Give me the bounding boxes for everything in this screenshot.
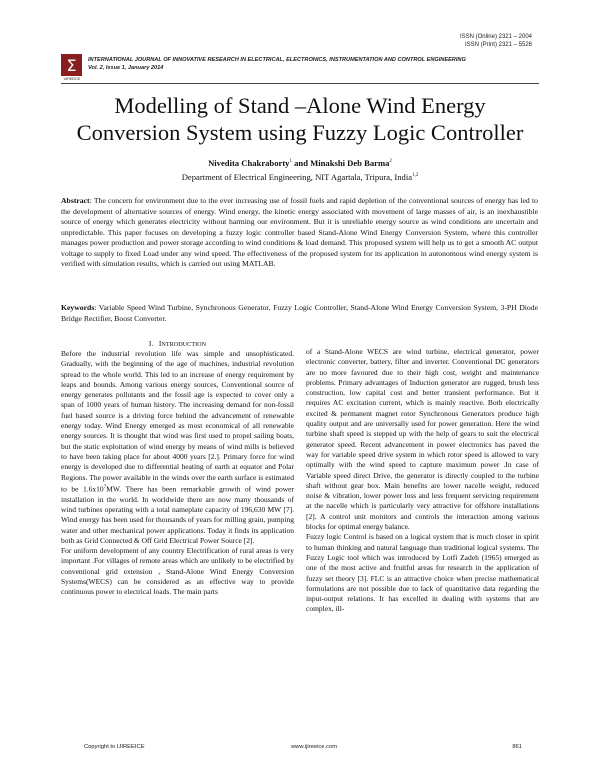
keywords-text: : Variable Speed Wind Turbine, Synchronous Generator, Fuzzy Logic Controller, Stand-Alone Wind Energy Conversion System, 3-PH Diode Bridge Rectifier, Boost Converter. bbox=[61, 303, 538, 323]
journal-volume: Vol. 2, Issue 1, January 2014 bbox=[88, 65, 164, 71]
left-p1a: Before the industrial revolution life was simple and unsophisticated. Gradually, with the beginning of the age of machines, industrial revolution spread to the whole world. This led to an increase of energy requirement by leaps and bounds. Among various energy sources, Conventional source of energy generates pollutants and the fossil age is expected to cover only a span of 1000 years of human history. The increasing demand for non-fossil fuel based source is a driving force behind the advancement of renewable energy today. Wind Energy emerged as most economical of all renewable energy sources. It is thought that wind was first used to propel sailing boats, but the static exploitation of wind energy by means of wind mills is believed to have been taking place for about 4000 years [2.]. Primary force for wind energy is developed due to differential heating of earth at equator and Polar Regions. The power available in the winds over the earth surface is estimated to be 1.6x10 bbox=[61, 349, 294, 494]
author-2-sup: 2 bbox=[389, 159, 392, 165]
author-1-sup: 1 bbox=[289, 159, 292, 165]
logo-caption: IJIREEICE bbox=[63, 77, 81, 81]
paper-title bbox=[61, 92, 539, 146]
issn-block bbox=[460, 34, 532, 49]
keywords bbox=[61, 303, 538, 324]
section-heading bbox=[61, 339, 294, 348]
abstract bbox=[61, 196, 538, 270]
footer-website[interactable]: www.ijireeice.com bbox=[291, 744, 338, 750]
abstract-text: : The concern for environment due to the ever increasing use of fossil fuels and rapid depletion of the conventional sources of energy has led to the development of alternative sources of energy. Wind energy, the kinetic energy associated with movement of large masses of air, is an inexhaustible source of energy which generates electricity without harming our environment. But it is unreliable energy source as wind conditions are uncertain and unpredictable. This paper focuses on developing a fuzzy logic controller based Stand-Alone Wind Energy Conversion System, where this controller manages power production and power storage according to wind conditions & load demand. This proposed system will help us to get a smooth AC output voltage to supply to fixed Load under any wind speed. The effectiveness of the proposed system for its application in autonomous wind energy system is verified with simulation results, which is carried out using MATLAB. bbox=[61, 196, 538, 268]
author-and: and bbox=[291, 158, 311, 168]
section-title-rest: NTRODUCTION bbox=[161, 341, 207, 348]
header-rule bbox=[61, 83, 539, 84]
journal-name: INTERNATIONAL JOURNAL OF INNOVATIVE RESEARCH IN ELECTRICAL, ELECTRONICS, INSTRUMENTATION AND CONTROL ENGINEERING bbox=[88, 57, 466, 63]
footer-copyright: Copyright to IJIREEICE bbox=[84, 744, 145, 750]
title-line-2: Conversion System using Fuzzy Logic Controller bbox=[76, 120, 524, 145]
right-column bbox=[306, 347, 539, 615]
department: Department of Electrical Engineering, NIT Agartala, Tripura, India bbox=[181, 172, 413, 182]
section-number: I. bbox=[148, 339, 154, 348]
abstract-label: Abstract bbox=[61, 196, 90, 205]
title-line-1: Modelling of Stand –Alone Wind Energy bbox=[114, 93, 486, 118]
issn-print: ISSN (Print) 2321 – 5526 bbox=[464, 41, 532, 48]
affiliation bbox=[61, 172, 539, 182]
author-2: Minakshi Deb Barma bbox=[310, 158, 390, 168]
keywords-label: Keywords bbox=[61, 303, 95, 312]
left-column bbox=[61, 349, 294, 598]
right-paragraph-2: Fuzzy logic Control is based on a logical system that is much closer in spirit to human thinking and natural language than traditional logical systems. The Fuzzy Logic tool which was introduced by Lotfi Zadeh (1965) emerged as one of the most active and fruitful areas for research in the application of fuzzy set theory [3]. FLC is an attractive choice when precise mathematical formulations are not possible due to lack of quantitative data regarding the input-output relations. It has excelled in dealing with systems that are complex, ill- bbox=[306, 532, 539, 614]
journal-header bbox=[88, 56, 538, 72]
left-paragraph-1 bbox=[61, 349, 294, 546]
right-paragraph-1: of a Stand-Alone WECS are wind turbine, electrical generator, power electronic converter, battery, filter and inverter. Conventional DC generators are no more favoured due to their high cost, weight and maintenance problems. Primary advantages of Induction generator are rugged, brush less construction, low capital cost and better transient performance. But it requires AC excitation current, which is mainly reactive. Both electrically excited & permanent magnet rotor Synchronous Generators produce high quality output and are universally used for power generation. Here the wind turbine shaft speed is stepped up with the help of gears to suit the electrical generator speed. Recent advancement in power electronics has paved the way for variable speed drive system in which rotor speed is allowed to vary optimally with the wind speed to capture maximum power .In case of Variable speed direct Drive, the generator is directly coupled to the turbine shaft without gear box. Main benefits are lower nacelle weight, reduced noise & vibration, lower power loss and less frequent servicing requirement at the nacelle which is particularly very attractive for offshore installations [2]. A control unit monitors and controls the interaction among various blocks for optimal energy balance. bbox=[306, 347, 539, 532]
left-p1-sup: 7 bbox=[103, 484, 107, 490]
author-1: Nivedita Chakraborty bbox=[208, 158, 290, 168]
footer-page-number: 861 bbox=[512, 744, 522, 750]
issn-online: ISSN (Online) 2321 – 2004 bbox=[459, 34, 532, 40]
department-sup: 1,2 bbox=[412, 173, 419, 179]
journal-logo-icon: Σ bbox=[61, 54, 82, 76]
left-p1b: MW. There has been remarkable growth of wind power installation in the world. In worldwide there are now many thousands of wind turbines operating with a total nameplate capacity of 196,630 MW [7]. Wind energy has been used for thousands of years for milling grain, pumping water and other mechanical power applications. Today it finds its application both as Grid Connected & Off Grid Electrical Power Source [2]. bbox=[61, 484, 294, 545]
authors bbox=[61, 158, 539, 168]
section-title-first: I bbox=[158, 339, 162, 348]
left-paragraph-2: For uniform development of any country Electrification of rural areas is very important .For villages of remote areas which are unlikely to be electrified by conventional grid extension , Stand-Alone Wind Energy Conversion Systems(WECS) can be considered as an effective way to provide continuous power to electrical loads. The main parts bbox=[61, 546, 294, 597]
